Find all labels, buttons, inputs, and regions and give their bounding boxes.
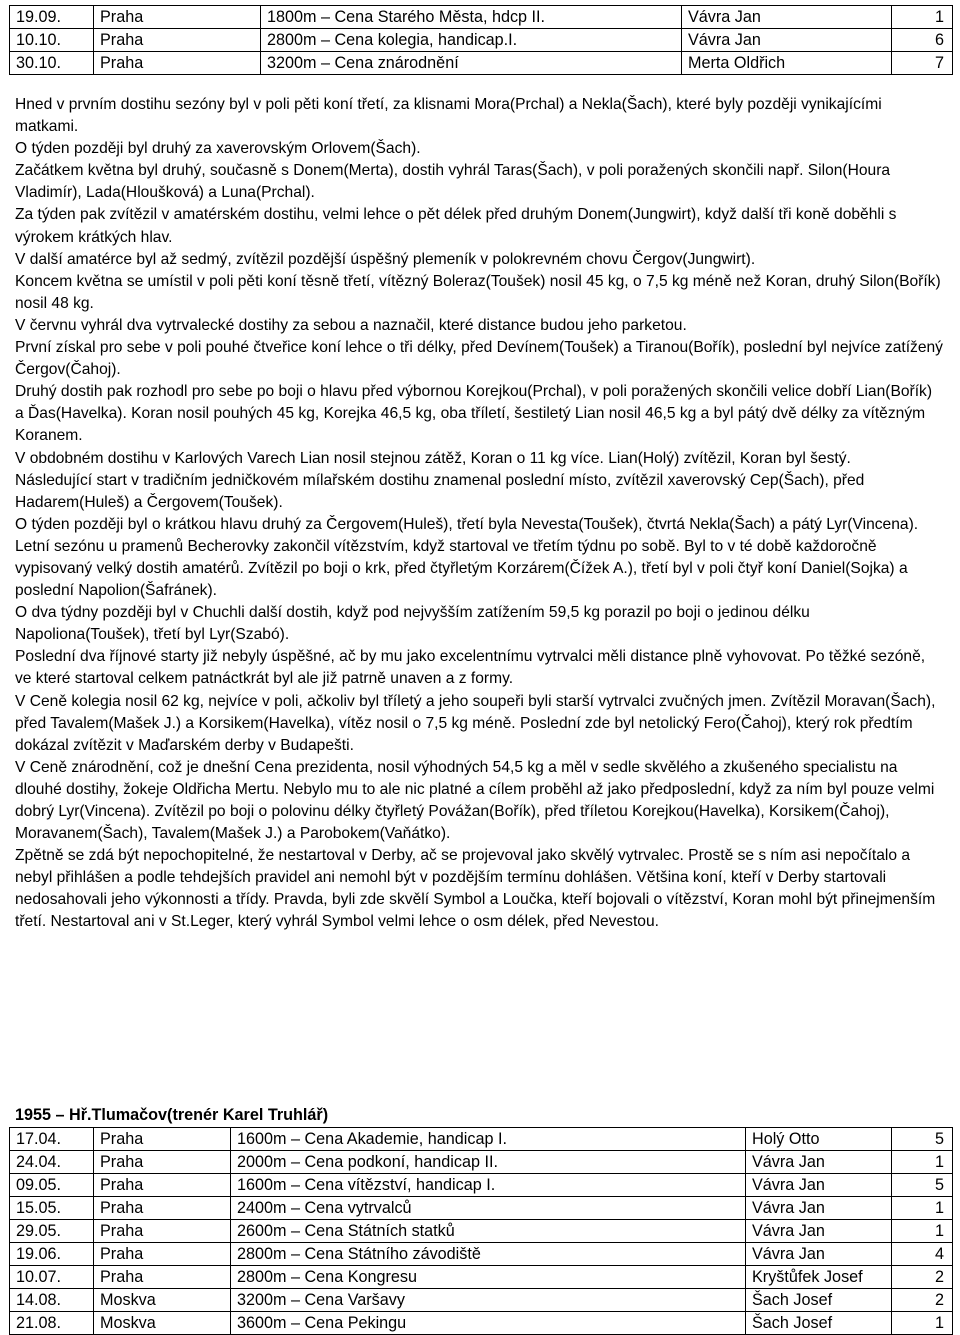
- jockey-cell: Holý Otto: [746, 1128, 892, 1151]
- placing-cell: 1: [892, 1197, 953, 1220]
- table-row: [10, 1151, 953, 1174]
- race-cell: 1600m – Cena vítězství, handicap I.: [231, 1174, 746, 1197]
- paragraph: Zpětně se zdá být nepochopitelné, že nestartoval v Derby, ač se projevoval jako skvělý vytrvalec. Prostě se s ním asi nepočítalo a nebyl přihlášen a podle tehdejších pravidel ani nemohl být v pozdějším termínu dohlášen. Většina koní, kteří v Derby startovali nedosahovali jeho výkonnosti a třídy. Pravda, byli zde skvělí Symbol a Loučka, kteří bojovali o vítězství, Koran mohl být přinejmenším třetí. Nestartoval ani v St.Leger, který vyhrál Symbol velmi lehce o osm délek, před Nevestou.: [15, 847, 936, 931]
- paragraph: V červnu vyhrál dva vytrvalecké dostihy za sebou a naznačil, které distance budou jeho parketou.: [15, 316, 687, 334]
- paragraph: Letní sezónu u pramenů Becherovky zakončil vítězstvím, když startoval ve třetím týdnu po sobě. Byl to v té době každoročně vypisovaný velký dostih amatérů. Zvítězil po boji o krk, před čtyřletým Korzárem(Čížek A.), třetí byl v poli čtyř koní Daniel(Sojka) a poslední Napolion(Šafránek).: [15, 537, 908, 600]
- venue-cell: Praha: [94, 29, 261, 52]
- table-row: [10, 29, 953, 52]
- race-table-body: [10, 1128, 953, 1335]
- placing-cell: 7: [892, 52, 953, 75]
- venue-cell: Praha: [94, 1197, 231, 1220]
- race-cell: 2600m – Cena Státních statků: [231, 1220, 746, 1243]
- jockey-cell: Šach Josef: [746, 1312, 892, 1335]
- venue-cell: Moskva: [94, 1312, 231, 1335]
- date-cell: 17.04.: [10, 1128, 94, 1151]
- jockey-cell: Vávra Jan: [746, 1220, 892, 1243]
- table-row: [10, 52, 953, 75]
- date-cell: 10.07.: [10, 1266, 94, 1289]
- paragraph: Hned v prvním dostihu sezóny byl v poli pěti koní třetí, za klisnami Mora(Prchal) a Nekla(Šach), které byly později vynikajícími matkami.: [15, 96, 882, 136]
- table-row: [10, 1128, 953, 1151]
- paragraph: Následující start v tradičním jedničkovém mílařském dostihu znamenal poslední místo, zvítězil xaverovský Cep(Šach), před Hadarem(Huleš) a Čergovem(Toušek).: [15, 471, 865, 511]
- venue-cell: Praha: [94, 6, 261, 29]
- table-row: [10, 1197, 953, 1220]
- table-row: [10, 1174, 953, 1197]
- paragraph: Začátkem května byl druhý, současně s Donem(Merta), dostih vyhrál Taras(Šach), v poli poražených skončili např. Silon(Houra Vladimír), Lada(Hloušková) a Luna(Prchal).: [15, 162, 891, 202]
- race-cell: 2400m – Cena vytrvalců: [231, 1197, 746, 1220]
- race-cell: 2800m – Cena kolegia, handicap.I.: [261, 29, 682, 52]
- paragraph: V další amatérce byl až sedmý, zvítězil pozdější úspěšný plemeník v polokrevném chovu Čergov(Jungwirt).: [15, 250, 756, 268]
- jockey-cell: Kryštůfek Josef: [746, 1266, 892, 1289]
- jockey-cell: Vávra Jan: [746, 1174, 892, 1197]
- jockey-cell: Vávra Jan: [682, 6, 892, 29]
- race-cell: 2000m – Cena podkoní, handicap II.: [231, 1151, 746, 1174]
- narrative-text: [15, 94, 945, 934]
- paragraph: V Ceně znárodnění, což je dnešní Cena prezidenta, nosil výhodných 54,5 kg a měl v sedle skvělého a zkušeného specialistu na dlouhé dostihy, žokeje Oldřicha Mertu. Nebylo mu to ale nic platné a cílem proběhl až jako předposlední, když za ním byl pouze velmi dobrý Lyr(Vincena). Zvítězil po boji o polovinu délky čtyřletý Povážan(Bořík), před tříletou Korejkou(Havelka), Korsikem(Čahoj), Moravanem(Šach), Tavalem(Mašek J.) a Parobokem(Vaňátko).: [15, 758, 935, 843]
- paragraph: O týden později byl druhý za xaverovským Orlovem(Šach).: [15, 140, 421, 158]
- table-row: [10, 1289, 953, 1312]
- placing-cell: 1: [892, 1220, 953, 1243]
- race-cell: 3600m – Cena Pekingu: [231, 1312, 746, 1335]
- table-row: [10, 1312, 953, 1335]
- venue-cell: Praha: [94, 1174, 231, 1197]
- paragraph: Za týden pak zvítězil v amatérském dostihu, velmi lehce o pět délek před druhým Donem(Jungwirt), když další tři koně doběhli s výrokem krátkých hlav.: [15, 206, 897, 246]
- placing-cell: 5: [892, 1128, 953, 1151]
- table-row: [10, 1266, 953, 1289]
- placing-cell: 5: [892, 1174, 953, 1197]
- placing-cell: 1: [892, 1151, 953, 1174]
- placing-cell: 6: [892, 29, 953, 52]
- jockey-cell: Vávra Jan: [746, 1197, 892, 1220]
- date-cell: 29.05.: [10, 1220, 94, 1243]
- date-cell: 09.05.: [10, 1174, 94, 1197]
- jockey-cell: Vávra Jan: [682, 29, 892, 52]
- race-cell: 2800m – Cena Státního závodiště: [231, 1243, 746, 1266]
- placing-cell: 2: [892, 1266, 953, 1289]
- section-heading-1955: 1955 – Hř.Tlumačov(trenér Karel Truhlář): [15, 1106, 329, 1124]
- race-cell: 1800m – Cena Starého Města, hdcp II.: [261, 6, 682, 29]
- table-row: [10, 6, 953, 29]
- race-cell: 1600m – Cena Akademie, handicap I.: [231, 1128, 746, 1151]
- date-cell: 10.10.: [10, 29, 94, 52]
- venue-cell: Praha: [94, 1151, 231, 1174]
- race-cell: 3200m – Cena Varšavy: [231, 1289, 746, 1312]
- date-cell: 19.09.: [10, 6, 94, 29]
- paragraph: O týden později byl o krátkou hlavu druhý za Čergovem(Huleš), třetí byla Nevesta(Toušek), čtvrtá Nekla(Šach) a pátý Lyr(Vincena).: [15, 515, 919, 533]
- date-cell: 15.05.: [10, 1197, 94, 1220]
- race-cell: 2800m – Cena Kongresu: [231, 1266, 746, 1289]
- jockey-cell: Merta Oldřich: [682, 52, 892, 75]
- jockey-cell: Šach Josef: [746, 1289, 892, 1312]
- paragraph: O dva týdny později byl v Chuchli další dostih, když pod nejvyšším zatížením 59,5 kg porazil po boji o jedinou délku Napoliona(Toušek), třetí byl Lyr(Szabó).: [15, 604, 810, 644]
- paragraph: Koncem května se umístil v poli pěti koní těsně třetí, vítězný Boleraz(Toušek) nosil 45 kg, o 7,5 kg méně než Koran, druhý Silon(Bořík) nosil 48 kg.: [15, 272, 941, 312]
- placing-cell: 1: [892, 1312, 953, 1335]
- paragraph: Druhý dostih pak rozhodl pro sebe po boji o hlavu před výbornou Korejkou(Prchal), v poli poražených skončili velice dobří Lian(Bořík) a Ďas(Havelka). Koran nosil pouhých 45 kg, Korejka 46,5 kg, oba tříletí, šestiletý Lian nosil 46,5 kg a byl pátý dvě délky za vítězným Koranem.: [15, 383, 933, 445]
- paragraph: Poslední dva říjnové starty již nebyly úspěšné, ač by mu jako excelentnímu vytrvalci měli distance plně vyhovovat. Po těžké sezóně, ve které startoval celkem patnáctkrát byl ale již patrně unaven a z formy.: [15, 648, 926, 688]
- placing-cell: 2: [892, 1289, 953, 1312]
- paragraph: V Ceně kolegia nosil 62 kg, nejvíce v poli, ačkoliv byl tříletý a jeho soupeři byli starší vytrvalci zvučných jmen. Zvítězil Moravan(Šach), před Tavalem(Mašek J.) a Korsikem(Havelka), vítěz nosil o 7,5 kg méně. Poslední zde byl netolický Fero(Čahoj), který rok předtím dokázal zvítězit v Maďarském derby v Budapešti.: [15, 692, 936, 754]
- race-table-body: [10, 6, 953, 75]
- date-cell: 24.04.: [10, 1151, 94, 1174]
- table-row: [10, 1243, 953, 1266]
- placing-cell: 4: [892, 1243, 953, 1266]
- race-table-1955: [9, 1127, 953, 1335]
- paragraph: První získal pro sebe v poli pouhé čtveřice koní lehce o tři délky, před Devínem(Toušek) a Tiranou(Bořík), poslední byl nejvíce zatížený Čergov(Čahoj).: [15, 339, 943, 379]
- venue-cell: Praha: [94, 1128, 231, 1151]
- venue-cell: Praha: [94, 1266, 231, 1289]
- date-cell: 30.10.: [10, 52, 94, 75]
- jockey-cell: Vávra Jan: [746, 1243, 892, 1266]
- date-cell: 21.08.: [10, 1312, 94, 1335]
- venue-cell: Praha: [94, 1243, 231, 1266]
- table-row: [10, 1220, 953, 1243]
- jockey-cell: Vávra Jan: [746, 1151, 892, 1174]
- date-cell: 19.06.: [10, 1243, 94, 1266]
- race-cell: 3200m – Cena znárodnění: [261, 52, 682, 75]
- placing-cell: 1: [892, 6, 953, 29]
- race-table-1954: [9, 5, 953, 75]
- paragraph: V obdobném dostihu v Karlových Varech Lian nosil stejnou zátěž, Koran o 11 kg více. Lian(Holý) zvítězil, Koran byl šestý.: [15, 449, 851, 467]
- venue-cell: Moskva: [94, 1289, 231, 1312]
- venue-cell: Praha: [94, 52, 261, 75]
- date-cell: 14.08.: [10, 1289, 94, 1312]
- venue-cell: Praha: [94, 1220, 231, 1243]
